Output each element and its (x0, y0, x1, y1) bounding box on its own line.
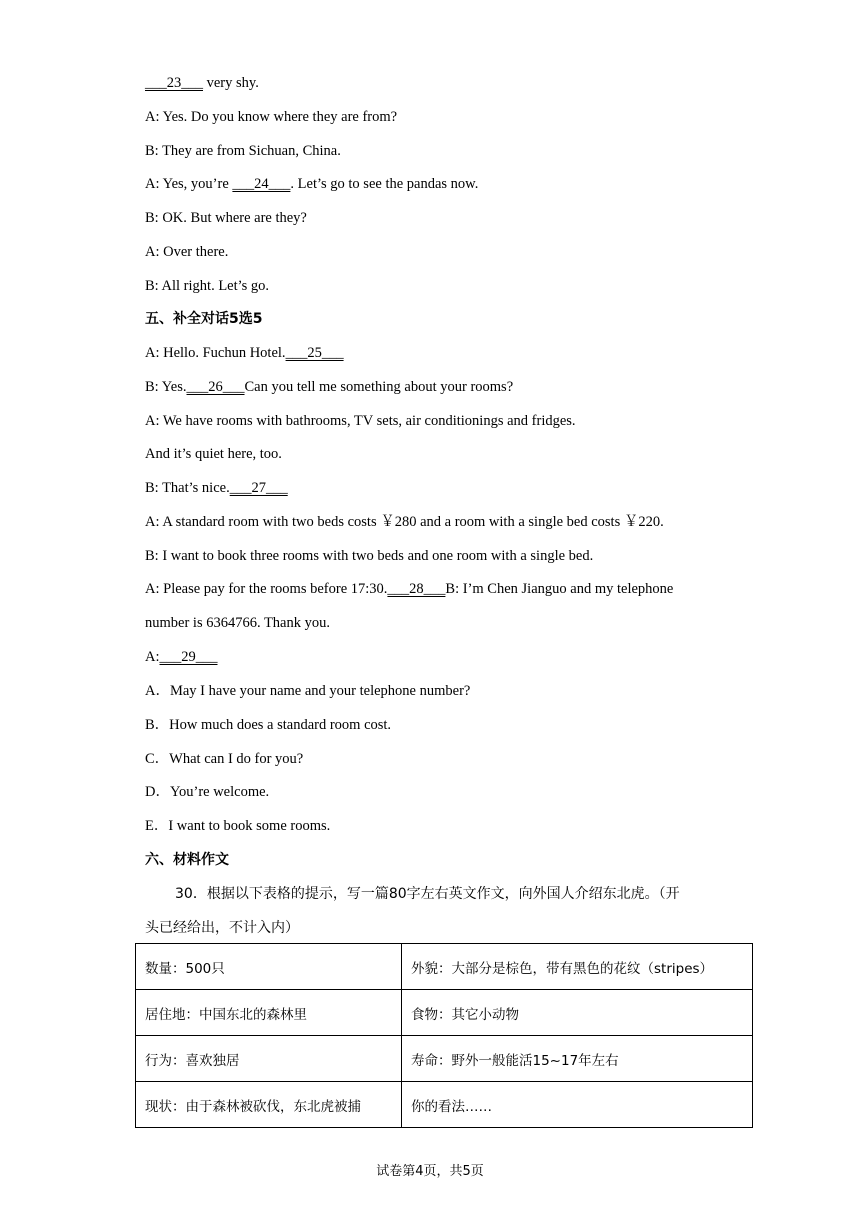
writing-prompt: 30．根据以下表格的提示，写一篇80字左右英文作文，向外国人介绍东北虎。（开 (175, 886, 680, 902)
tiger-info-table (135, 943, 753, 1128)
table-row (136, 1082, 753, 1128)
answer-blank: ___26___ (186, 379, 245, 395)
table-row (136, 990, 753, 1036)
dialogue-line: B: Yes.___26___Can you tell me something about your rooms? (145, 379, 514, 395)
option-d: D．You’re welcome. (145, 784, 270, 800)
table-cell: 现状：由于森林被砍伐，东北虎被捕 (136, 1082, 402, 1128)
answer-blank: ___29___ (159, 649, 218, 665)
dialogue-line: And it’s quiet here, too. (145, 446, 282, 462)
dialogue-line: A: Yes. Do you know where they are from? (145, 109, 398, 125)
dialogue-line: A: Hello. Fuchun Hotel.___25___ (145, 345, 344, 361)
answer-blank: ___25___ (285, 345, 344, 361)
option-c: C．What can I do for you? (145, 751, 304, 767)
dialogue-line: A: A standard room with two beds costs ￥280 and a room with a single bed costs ￥220. (145, 514, 664, 530)
dialogue-line: A: We have rooms with bathrooms, TV sets, air conditionings and fridges. (145, 413, 576, 429)
dialogue-line: B: OK. But where are they? (145, 210, 307, 226)
dialogue-line: B: I want to book three rooms with two beds and one room with a single bed. (145, 548, 594, 564)
table-cell: 居住地：中国东北的森林里 (136, 990, 402, 1036)
table-cell: 你的看法…… (402, 1082, 753, 1128)
section-heading: 六、材料作文 (145, 852, 229, 868)
dialogue-line: A: Please pay for the rooms before 17:30.___28___B: I’m Chen Jianguo and my telephone (145, 581, 674, 597)
table-row (136, 944, 753, 990)
option-b: B．How much does a standard room cost. (145, 717, 392, 733)
page-footer: 试卷第4页，共5页 (376, 1164, 484, 1179)
table-cell: 行为：喜欢独居 (136, 1036, 402, 1082)
table-cell: 食物：其它小动物 (402, 990, 753, 1036)
option-e: E．I want to book some rooms. (145, 818, 331, 834)
option-a: A．May I have your name and your telephone number? (145, 683, 471, 699)
dialogue-line: B: They are from Sichuan, China. (145, 143, 341, 159)
dialogue-line: number is 6364766. Thank you. (145, 615, 330, 631)
answer-blank: ___28___ (387, 581, 446, 597)
writing-prompt-cont: 头已经给出，不计入内） (145, 920, 299, 936)
dialogue-line: A:___29___ (145, 649, 218, 665)
section-heading: 五、补全对话5选5 (145, 311, 263, 327)
dialogue-line: B: That’s nice.___27___ (145, 480, 288, 496)
table-row (136, 1036, 753, 1082)
table-cell: 外貌：大部分是棕色，带有黑色的花纹（stripes） (402, 944, 753, 990)
dialogue-line: B: All right. Let’s go. (145, 278, 270, 294)
answer-blank: ___27___ (229, 480, 288, 496)
answer-blank: ___23___ (145, 75, 203, 91)
dialogue-line: A: Yes, you’re ___24___. Let’s go to see the pandas now. (145, 176, 479, 192)
table-cell: 数量：500只 (136, 944, 402, 990)
table-cell: 寿命：野外一般能活15~17年左右 (402, 1036, 753, 1082)
dialogue-line: ___23___ very shy. (145, 75, 259, 91)
dialogue-line: A: Over there. (145, 244, 229, 260)
answer-blank: ___24___ (232, 176, 291, 192)
